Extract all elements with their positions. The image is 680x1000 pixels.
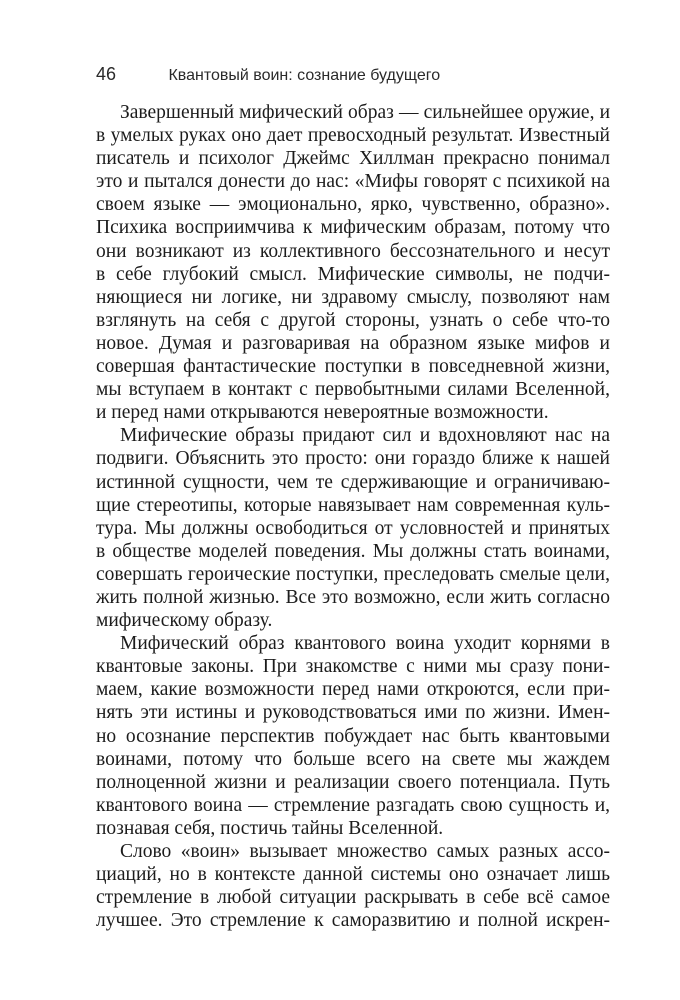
text-line: стремление в любой ситуации раскрывать в себе всё самое bbox=[96, 887, 610, 909]
text-line: Слово «воин» вызывает множество самых разных ассо- bbox=[120, 841, 610, 862]
paragraph-1 bbox=[96, 101, 610, 424]
text-line: маем, какие возможности перед нами откроются, если при- bbox=[96, 679, 610, 701]
text-line: Мифический образ квантового воина уходит корнями в bbox=[120, 633, 610, 655]
text-line: и перед нами открываются невероятные возможности. bbox=[96, 402, 549, 424]
text-line: нять эти истины и руководствоваться ими по жизни. Имен- bbox=[96, 702, 610, 724]
paragraph-4 bbox=[96, 840, 610, 932]
paragraph-3 bbox=[96, 632, 610, 840]
page-number: 46 bbox=[96, 64, 117, 84]
text-line: познавая себя, постичь тайны Вселенной. bbox=[96, 817, 444, 839]
text-line: няющиеся ни логике, ни здравому смыслу, позволяют нам bbox=[96, 286, 610, 308]
text-line: мы вступаем в контакт с первобытными силами Вселенной, bbox=[96, 379, 610, 401]
text-line: они возникают из коллективного бессознательного и несут bbox=[96, 240, 610, 262]
text-line: это и пытался донести до нас: «Мифы говорят с психикой на bbox=[96, 171, 610, 193]
running-title: Квантовый воин: сознание будущего bbox=[168, 67, 441, 84]
text-line: но осознание перспектив побуждает нас быть квантовыми bbox=[96, 725, 610, 747]
text-line: писатель и психолог Джеймс Хиллман прекрасно понимал bbox=[96, 148, 610, 170]
text-line: мифическому образу. bbox=[96, 610, 273, 632]
text-line: истинной сущности, чем те сдерживающие и ограничиваю- bbox=[96, 471, 610, 493]
text-line: лучшее. Это стремление к саморазвитию и полной искрен- bbox=[96, 910, 610, 932]
text-line: циаций, но в контексте данной системы оно означает лишь bbox=[96, 864, 610, 886]
text-line: в себе глубокий смысл. Мифические символы, не подчи- bbox=[96, 263, 610, 285]
text-line: воинами, потому что больше всего на свете мы жаждем bbox=[96, 748, 610, 770]
text-line: совершая фантастические поступки в повседневной жизни, bbox=[96, 356, 610, 378]
body-text bbox=[96, 101, 610, 932]
text-line: щие стереотипы, которые навязывает нам современная куль- bbox=[96, 494, 610, 516]
text-line: в умелых руках оно дает превосходный результат. Известный bbox=[96, 125, 610, 147]
text-line: в обществе моделей поведения. Мы должны стать воинами, bbox=[96, 540, 610, 562]
text-line: тура. Мы должны освободиться от условностей и принятых bbox=[96, 517, 610, 539]
text-line: Мифические образы придают сил и вдохновляют нас на bbox=[120, 425, 610, 447]
text-line: Психика восприимчива к мифическим образам, потому что bbox=[96, 217, 610, 239]
text-line: квантовые законы. При знакомстве с ними мы сразу пони- bbox=[96, 656, 610, 678]
text-line: новое. Думая и разговаривая на образном языке мифов и bbox=[96, 332, 610, 354]
text-line: полноценной жизни и реализации своего потенциала. Путь bbox=[96, 771, 610, 793]
text-line: взглянуть на себя с другой стороны, узнать о себе что-то bbox=[96, 309, 610, 331]
text-line: Завершенный мифический образ — сильнейшее оружие, и bbox=[120, 102, 610, 123]
text-line: своем языке — эмоционально, ярко, чувственно, образно». bbox=[96, 194, 610, 216]
text-line: жить полной жизнью. Все это возможно, если жить согласно bbox=[96, 586, 610, 608]
text-line: квантового воина — стремление разгадать свою сущность и, bbox=[96, 794, 610, 816]
text-line: подвиги. Объяснить это просто: они гораздо ближе к нашей bbox=[96, 448, 610, 470]
paragraph-2 bbox=[96, 424, 610, 632]
running-header bbox=[96, 64, 616, 88]
text-line: совершать героические поступки, преследовать смелые цели, bbox=[96, 563, 610, 585]
